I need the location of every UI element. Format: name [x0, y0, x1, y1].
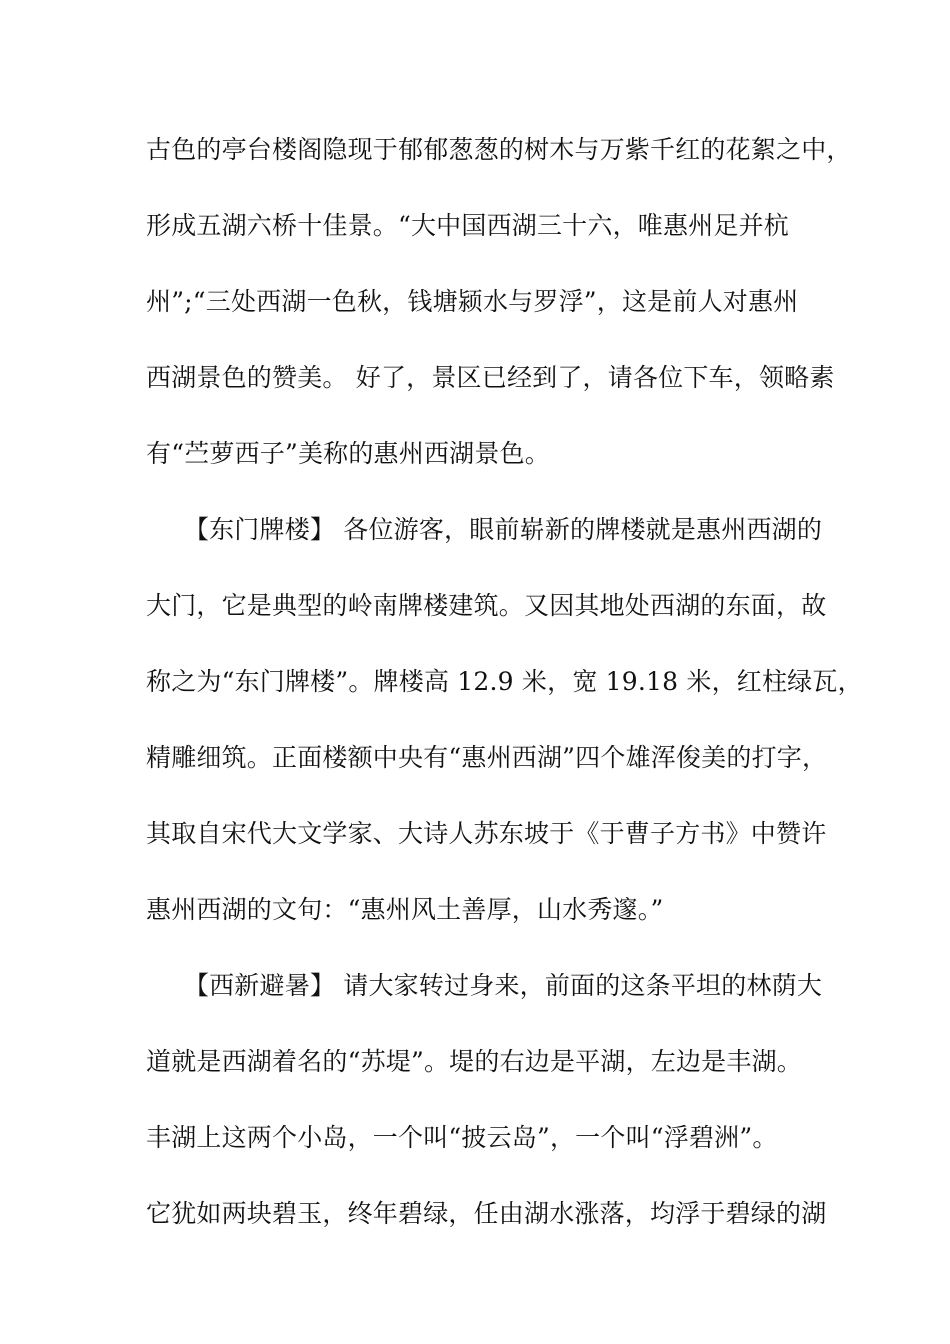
text-line: 它犹如两块碧玉，终年碧绿，任由湖水涨落，均浮于碧绿的湖: [146, 1199, 827, 1228]
text-line: 州”;“三处西湖一色秋，钱塘颍水与罗浮”，这是前人对惠州: [146, 287, 799, 316]
text-line: 称之为“东门牌楼”。牌楼高 12.9 米，宽 19.18 米，红柱绿瓦，: [146, 667, 863, 696]
text-line: 丰湖上这两个小岛，一个叫“披云岛”，一个叫“浮碧洲”。: [146, 1123, 778, 1152]
text-line: 大门，它是典型的岭南牌楼建筑。又因其地处西湖的东面，故: [146, 591, 827, 620]
text-line: 形成五湖六桥十佳景。“大中国西湖三十六，唯惠州足并杭: [146, 211, 789, 240]
body-text: [146, 124, 863, 1264]
text-line: 有“苎萝西子”美称的惠州西湖景色。: [146, 439, 550, 468]
text-line: 其取自宋代大文学家、大诗人苏东坡于《于曹子方书》中赞许: [146, 819, 827, 848]
text-line: 西湖景色的赞美。 好了，景区已经到了，请各位下车，领略素: [146, 363, 835, 392]
paragraph-heading-line: 【东门牌楼】 各位游客，眼前崭新的牌楼就是惠州西湖的: [146, 515, 823, 544]
paragraph-heading-line: 【西新避暑】 请大家转过身来，前面的这条平坦的林荫大: [146, 971, 823, 1000]
text-line: 惠州西湖的文句：“惠州风土善厚，山水秀邃。”: [146, 895, 664, 924]
text-line: 道就是西湖着名的“苏堤”。堤的右边是平湖，左边是丰湖。: [146, 1047, 802, 1076]
text-line: 古色的亭台楼阁隐现于郁郁葱葱的树木与万紫千红的花絮之中，: [146, 135, 852, 164]
text-line: 精雕细筑。正面楼额中央有“惠州西湖”四个雄浑俊美的打字，: [146, 743, 828, 772]
